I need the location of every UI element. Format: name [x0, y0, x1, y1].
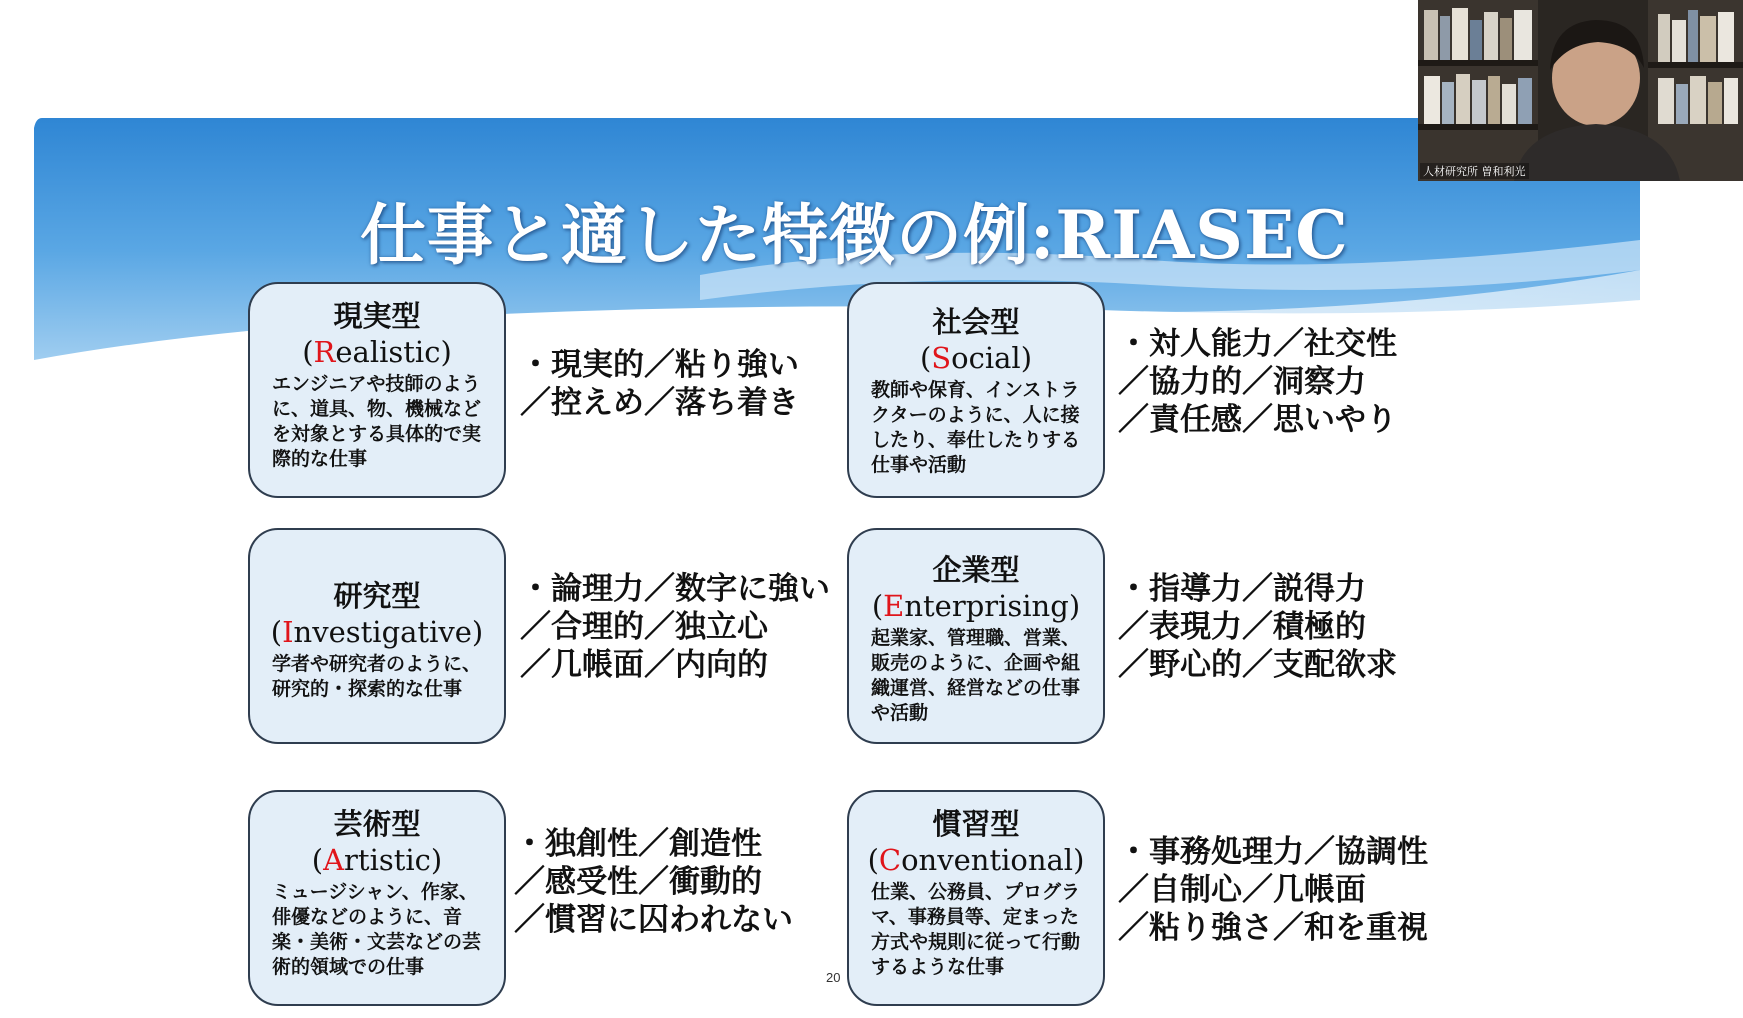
type-english-rest: ealistic: [335, 335, 441, 369]
participant-video-feed: [1418, 0, 1743, 181]
type-english-rest: nvestigative: [293, 615, 472, 649]
type-description: 教師や保育、インストラクターのように、人に接したり、奉仕したりする仕事や活動: [871, 379, 1081, 476]
type-card-artistic: [248, 790, 506, 1006]
type-description: 学者や研究者のように、研究的・探索的な仕事: [272, 653, 482, 700]
type-english-rest: ocial: [951, 341, 1021, 375]
trait-line: ・事務処理力／協調性: [1118, 834, 1428, 870]
type-name: 現実型: [333, 299, 421, 333]
type-card-enterprising: [847, 528, 1105, 744]
type-initial: S: [931, 341, 952, 375]
type-description: エンジニアや技師のように、道具、物、機械などを対象とする具体的で実際的な仕事: [272, 373, 482, 470]
type-description: 起業家、管理職、営業、販売のように、企画や組織運営、経営などの仕事や活動: [871, 627, 1081, 724]
type-card-social: [847, 282, 1105, 498]
type-card-realistic: [248, 282, 506, 498]
trait-line: ／協力的／洞察力: [1118, 364, 1366, 400]
trait-line: ／控えめ／落ち着き: [520, 385, 799, 421]
type-english-rest: onventional: [901, 843, 1074, 877]
type-card-investigative: [248, 528, 506, 744]
trait-line: ／粘り強さ／和を重視: [1118, 910, 1428, 946]
type-english: (Artistic): [311, 843, 443, 877]
traits-realistic: [520, 346, 799, 422]
traits-conventional: [1118, 833, 1428, 947]
traits-artistic: [514, 825, 793, 939]
trait-line: ／合理的／独立心: [520, 609, 768, 645]
traits-social: [1118, 325, 1397, 439]
traits-enterprising: [1118, 570, 1397, 684]
type-initial: C: [878, 843, 902, 877]
type-english: (Realistic): [302, 335, 452, 369]
type-description: 仕業、公務員、プログラマ、事務員等、定まった方式や規則に従って行動するような仕事: [871, 881, 1081, 978]
type-initial: E: [883, 589, 905, 623]
type-initial: R: [313, 335, 336, 369]
trait-line: ／野心的／支配欲求: [1118, 647, 1397, 683]
type-name: 芸術型: [333, 807, 421, 841]
trait-line: ・対人能力／社交性: [1118, 326, 1397, 362]
page-number: 20: [826, 970, 841, 985]
traits-investigative: [520, 570, 830, 684]
type-description: ミュージシャン、作家、俳優などのように、音楽・美術・文芸などの芸術的領域での仕事: [272, 881, 482, 978]
type-initial: A: [323, 843, 345, 877]
participant-video-tile[interactable]: [1418, 0, 1743, 181]
trait-line: ／几帳面／内向的: [520, 647, 768, 683]
type-english: (Conventional): [867, 843, 1085, 877]
trait-line: ／慣習に囚われない: [514, 902, 793, 938]
trait-line: ・指導力／説得力: [1118, 571, 1366, 607]
type-name: 慣習型: [932, 807, 1020, 841]
type-english: (Enterprising): [871, 589, 1081, 623]
trait-line: ・論理力／数字に強い: [520, 571, 830, 607]
type-card-conventional: [847, 790, 1105, 1006]
trait-line: ／感受性／衝動的: [514, 864, 762, 900]
trait-line: ／自制心／几帳面: [1118, 872, 1366, 908]
type-initial: I: [282, 615, 294, 649]
type-name: 研究型: [333, 579, 421, 613]
type-english-rest: rtistic: [344, 843, 431, 877]
participant-name-label: 人材研究所 曽和利光: [1420, 163, 1529, 179]
type-english: (Investigative): [270, 615, 484, 649]
trait-line: ／責任感／思いやり: [1118, 402, 1397, 438]
type-name: 社会型: [932, 305, 1020, 339]
trait-line: ・現実的／粘り強い: [520, 347, 799, 383]
type-english-rest: nterprising: [904, 589, 1069, 623]
type-name: 企業型: [932, 553, 1020, 587]
slide-title: 仕事と適した特徴の例:RIASEC: [360, 196, 1349, 274]
type-english: (Social): [919, 341, 1033, 375]
trait-line: ・独創性／創造性: [514, 826, 762, 862]
trait-line: ／表現力／積極的: [1118, 609, 1366, 645]
